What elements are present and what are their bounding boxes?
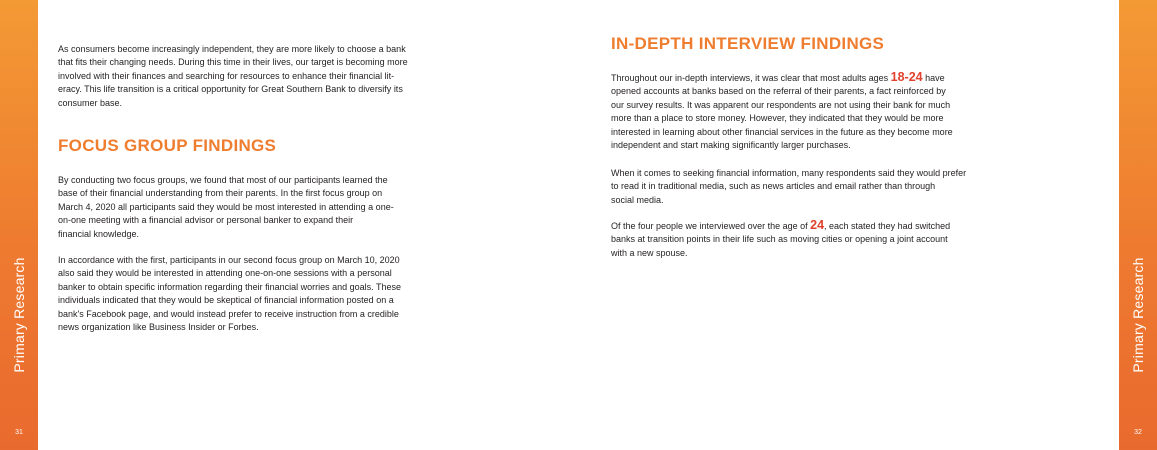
interview-paragraph-3 — [611, 219, 950, 260]
age-highlight: 18-24 — [890, 70, 923, 84]
focus-line: March 4, 2020 all participants said they would be most interested in attending a one- — [58, 201, 394, 212]
left-section-label: Primary Research — [11, 257, 27, 373]
interview-heading: IN-DEPTH INTERVIEW FINDINGS — [611, 34, 885, 53]
right-section-label: Primary Research — [1130, 257, 1146, 373]
right-side-bar — [1119, 0, 1157, 450]
intro-line: eracy. This life transition is a critical opportunity for Great Southern Bank to diversify its — [58, 84, 403, 95]
focus-line: news organization like Business Insider or Forbes. — [58, 322, 259, 333]
interview-line: social media. — [611, 194, 664, 205]
focus-line: financial knowledge. — [58, 228, 140, 239]
focus-paragraph-2 — [58, 254, 401, 334]
interview-line: opened accounts at banks based on the referral of their parents, a fact reinforced by — [611, 86, 946, 97]
focus-line: banker to obtain specific information regarding their financial worries and goals. These — [58, 281, 402, 292]
focus-line: on-one meeting with a financial advisor or personal banker to expand their — [58, 215, 354, 226]
interview-line: interested in learning about other financial services in the future as they become more — [611, 126, 953, 137]
interview-line: When it comes to seeking financial information, many respondents said they would prefer — [611, 168, 967, 178]
left-side-bar — [0, 0, 38, 450]
intro-paragraph — [58, 43, 408, 110]
focus-line: bank's Facebook page, and would instead prefer to receive instruction from a credible — [58, 308, 399, 319]
interview-text: Of the four people we interviewed over the age of — [611, 221, 811, 231]
interview-line: independent and start making significantly larger purchases. — [611, 140, 851, 151]
intro-line: that fits their changing needs. During this time in their lives, our target is becoming more — [58, 57, 408, 68]
interview-line: with a new spouse. — [611, 247, 688, 258]
focus-line: By conducting two focus groups, we found that most of our participants learned the — [58, 175, 388, 185]
intro-line: As consumers become increasingly independent, they are more likely to choose a bank — [58, 44, 406, 54]
focus-group-heading: FOCUS GROUP FINDINGS — [58, 136, 277, 155]
left-page-number: 31 — [15, 429, 23, 436]
right-page-number: 32 — [1134, 429, 1142, 436]
interview-text: Throughout our in-depth interviews, it was clear that most adults ages — [611, 73, 891, 83]
focus-line: base of their financial understanding from their parents. In the first focus group on — [58, 188, 383, 199]
focus-line: individuals indicated that they would be skeptical of financial information posted on a — [58, 295, 394, 306]
focus-line: also said they would be interested in attending one-on-one sessions with a personal — [58, 268, 392, 279]
interview-paragraph-2 — [611, 167, 966, 207]
interview-line: more than a place to store money. However, they indicated that they would be more — [611, 113, 944, 124]
intro-line: involved with their finances and searching for resources to enhance their financial lit- — [58, 70, 395, 81]
interview-paragraph-1 — [611, 71, 953, 152]
interview-text: have — [922, 73, 945, 83]
interview-line: to read it in traditional media, such as news articles and email rather than through — [611, 181, 936, 192]
age-highlight: 24 — [810, 218, 825, 232]
intro-line: consumer base. — [58, 97, 123, 108]
interview-line: banks at transition points in their life such as moving cities or opening a joint account — [611, 234, 948, 245]
interview-line: our survey results. It was apparent our respondents are not using their bank for much — [611, 99, 951, 110]
focus-paragraph-1 — [58, 174, 394, 241]
interview-text: , each stated they had switched — [824, 221, 951, 231]
focus-line: In accordance with the first, participants in our second focus group on March 10, 2020 — [58, 255, 400, 265]
